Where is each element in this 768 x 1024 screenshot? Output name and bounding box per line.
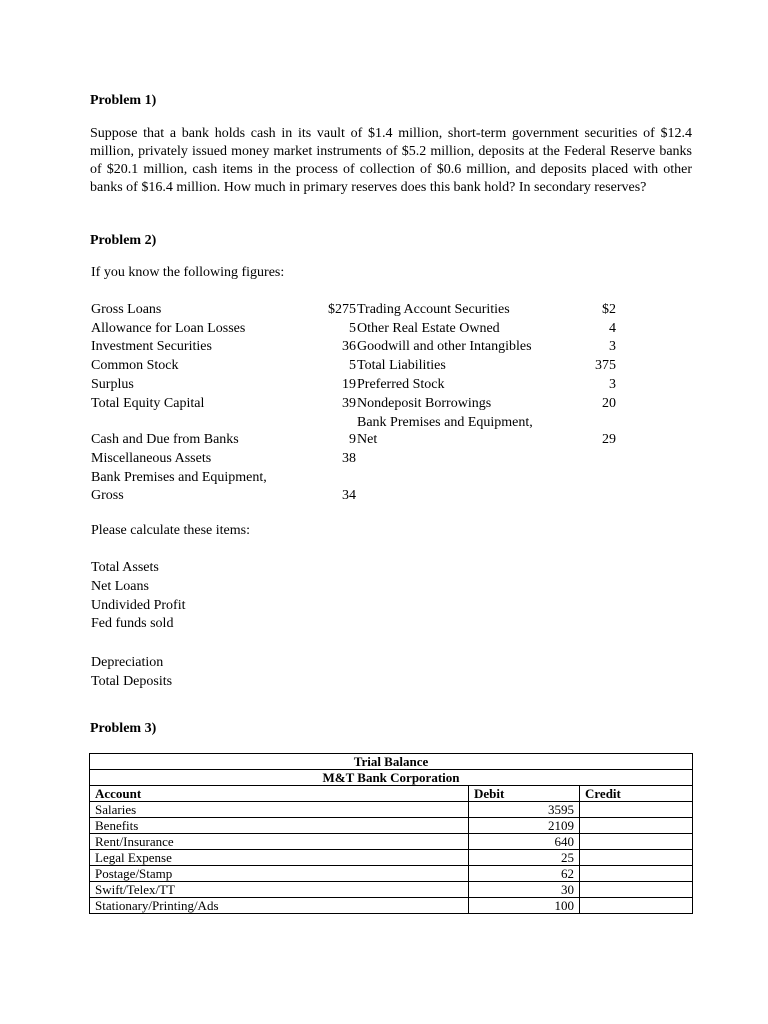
problem-2-intro: If you know the following figures: bbox=[91, 265, 285, 280]
table-header-row bbox=[90, 786, 693, 802]
credit-cell bbox=[580, 866, 693, 882]
account-cell: Salaries bbox=[90, 802, 469, 818]
figure-label: Surplus bbox=[91, 377, 134, 392]
figure-value: 3 bbox=[609, 339, 616, 354]
problem-2-heading: Problem 2) bbox=[90, 233, 157, 248]
table-title-row bbox=[90, 754, 693, 770]
figure-label: Other Real Estate Owned bbox=[357, 321, 500, 336]
figure-value: 9 bbox=[349, 432, 356, 447]
list-item: Net Loans bbox=[91, 579, 149, 594]
figure-label: Bank Premises and Equipment, bbox=[91, 470, 267, 485]
problem-1-text: Suppose that a bank holds cash in its vault of $1.4 million, short-term government securities of $12.4 million, privately issued money market instruments of $5.2 million, deposits at the Federal Reserve banks of $20.1 million, cash items in the process of collection of $0.6 million, and deposits placed with other banks of $16.4 million. How much in primary reserves does this bank hold? In secondary reserves? bbox=[90, 126, 692, 195]
figure-label: Allowance for Loan Losses bbox=[91, 321, 246, 336]
credit-cell bbox=[580, 882, 693, 898]
list-item: Fed funds sold bbox=[91, 616, 174, 631]
table-row bbox=[90, 818, 693, 834]
debit-cell: 640 bbox=[469, 834, 580, 850]
figure-label: Total Equity Capital bbox=[91, 396, 205, 411]
debit-cell: 62 bbox=[469, 866, 580, 882]
figure-label: Gross Loans bbox=[91, 302, 162, 317]
figure-value: 36 bbox=[342, 339, 356, 354]
list-item: Undivided Profit bbox=[91, 598, 186, 613]
figure-value: 38 bbox=[342, 451, 356, 466]
figure-value: 4 bbox=[609, 321, 616, 336]
column-header-credit: Credit bbox=[580, 786, 693, 802]
figure-label: Trading Account Securities bbox=[357, 302, 510, 317]
figure-label: Miscellaneous Assets bbox=[91, 451, 212, 466]
figure-value: 20 bbox=[602, 396, 616, 411]
table-row bbox=[90, 834, 693, 850]
figure-value: $2 bbox=[602, 302, 616, 317]
debit-cell: 2109 bbox=[469, 818, 580, 834]
figure-label: Investment Securities bbox=[91, 339, 212, 354]
figure-value: 29 bbox=[602, 432, 616, 447]
figure-label: Goodwill and other Intangibles bbox=[357, 339, 532, 354]
figure-label: Net bbox=[357, 432, 378, 447]
figure-value: 19 bbox=[342, 377, 356, 392]
figure-label: Common Stock bbox=[91, 358, 179, 373]
account-cell: Rent/Insurance bbox=[90, 834, 469, 850]
credit-cell bbox=[580, 834, 693, 850]
figure-value: 3 bbox=[609, 377, 616, 392]
problem-3-heading: Problem 3) bbox=[90, 721, 157, 736]
figure-label: Bank Premises and Equipment, bbox=[357, 415, 533, 430]
table-row bbox=[90, 866, 693, 882]
table-subtitle: M&T Bank Corporation bbox=[90, 770, 693, 786]
credit-cell bbox=[580, 850, 693, 866]
table-row bbox=[90, 882, 693, 898]
credit-cell bbox=[580, 818, 693, 834]
table-subtitle-row bbox=[90, 770, 693, 786]
table-row bbox=[90, 898, 693, 914]
problem-1-heading: Problem 1) bbox=[90, 93, 157, 108]
list-item: Depreciation bbox=[91, 655, 164, 670]
debit-cell: 100 bbox=[469, 898, 580, 914]
table-row bbox=[90, 850, 693, 866]
calc-prompt: Please calculate these items: bbox=[91, 523, 250, 538]
trial-balance-table bbox=[89, 753, 693, 914]
figure-label: Cash and Due from Banks bbox=[91, 432, 239, 447]
figure-label: Nondeposit Borrowings bbox=[357, 396, 492, 411]
credit-cell bbox=[580, 898, 693, 914]
credit-cell bbox=[580, 802, 693, 818]
figure-value: 5 bbox=[349, 358, 356, 373]
figure-label: Preferred Stock bbox=[357, 377, 445, 392]
column-header-debit: Debit bbox=[469, 786, 580, 802]
column-header-account: Account bbox=[90, 786, 469, 802]
account-cell: Legal Expense bbox=[90, 850, 469, 866]
debit-cell: 30 bbox=[469, 882, 580, 898]
account-cell: Benefits bbox=[90, 818, 469, 834]
account-cell: Stationary/Printing/Ads bbox=[90, 898, 469, 914]
figure-label: Gross bbox=[91, 488, 124, 503]
account-cell: Postage/Stamp bbox=[90, 866, 469, 882]
list-item: Total Assets bbox=[91, 560, 159, 575]
debit-cell: 3595 bbox=[469, 802, 580, 818]
table-title: Trial Balance bbox=[90, 754, 693, 770]
figure-value: 5 bbox=[349, 321, 356, 336]
table-row bbox=[90, 802, 693, 818]
debit-cell: 25 bbox=[469, 850, 580, 866]
figure-value: 375 bbox=[595, 358, 616, 373]
figure-value: 39 bbox=[342, 396, 356, 411]
list-item: Total Deposits bbox=[91, 674, 173, 689]
figure-value: $275 bbox=[328, 302, 356, 317]
figure-label: Total Liabilities bbox=[357, 358, 446, 373]
account-cell: Swift/Telex/TT bbox=[90, 882, 469, 898]
figure-value: 34 bbox=[342, 488, 356, 503]
